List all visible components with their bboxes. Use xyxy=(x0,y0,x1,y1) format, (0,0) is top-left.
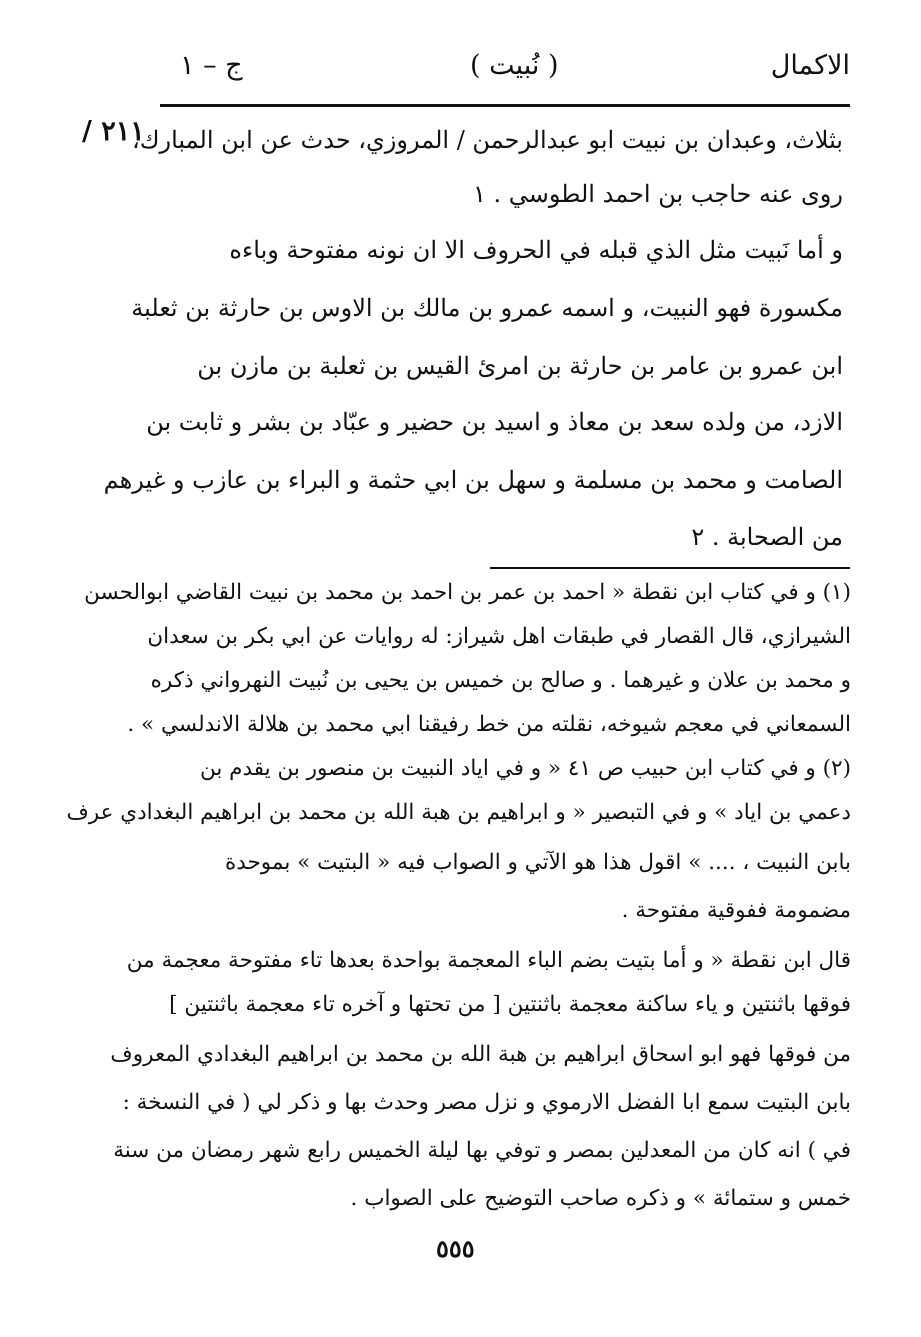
main-text-line: مكسورة فهو النبيت، و اسمه عمرو بن مالك بن الاوس بن حارثة بن ثعلبة xyxy=(131,294,843,322)
running-header xyxy=(150,40,850,90)
footnote-line: في ) انه كان من المعدلين بمصر و توفي بها ليلة الخميس رابع شهر رمضان من سنة xyxy=(113,1138,851,1163)
footnote-line: الشيرازي، قال القصار في طبقات اهل شيراز: له روايات عن ابي بكر بن سعدان xyxy=(147,624,851,649)
footnote-line: بابن البتيت سمع ابا الفضل الارموي و نزل مصر وحدث بها و ذكر لي ( في النسخة : xyxy=(122,1090,851,1115)
header-rule xyxy=(160,104,850,107)
margin-page-reference: / ٢١١ xyxy=(82,116,145,147)
main-text-line: روى عنه حاجب بن احمد الطوسي . ١ xyxy=(473,180,843,208)
main-text-line: و أما نَبيت مثل الذي قبله في الحروف الا ان نونه مفتوحة وباءه xyxy=(229,236,843,264)
footnote-line: السمعاني في معجم شيوخه، نقلته من خط رفيقنا ابي محمد بن هلالة الاندلسي » . xyxy=(127,712,851,737)
main-text-line: الصامت و محمد بن مسلمة و سهل بن ابي حثمة و البراء بن عازب و غيرهم xyxy=(103,466,843,494)
footnote-line: بابن النبيت ، .... » اقول هذا هو الآتي و الصواب فيه « البتيت » بموحدة xyxy=(224,850,851,875)
footnote-line: دعمي بن اياد » و في التبصير « و ابراهيم بن هبة الله بن محمد بن ابراهيم البغدادي عرف xyxy=(66,800,851,825)
footnote-line: قال ابن نقطة « و أما بتيت بضم الباء المعجمة بواحدة بعدها تاء مفتوحة معجمة من xyxy=(126,948,851,973)
main-text-line: من الصحابة . ٢ xyxy=(691,523,843,551)
footnote-line: و محمد بن علان و غيرهما . و صالح بن خميس بن يحيى بن نُبيت النهرواني ذكره xyxy=(150,668,851,693)
footnote-separator xyxy=(490,567,850,569)
main-text-line: بثلاث، وعبدان بن نبيت ابو عبدالرحمن / المروزي، حدث عن ابن المبارك، xyxy=(132,126,843,154)
footnote-line: (٢) و في كتاب ابن حبيب ص ٤١ « و في اياد النبيت بن منصور بن يقدم بن xyxy=(200,756,851,781)
footnote-line: خمس و ستمائة » و ذكره صاحب التوضيح على الصواب . xyxy=(350,1186,851,1211)
footnote-line: فوقها باثنتين و ياء ساكنة معجمة باثنتين [ من تحتها و آخره تاء معجمة باثنتين ] xyxy=(169,992,851,1017)
main-text-line: الازد، من ولده سعد بن معاذ و اسيد بن حضير و عبّاد بن بشر و ثابت بن xyxy=(146,408,843,436)
footnote-line: من فوقها فهو ابو اسحاق ابراهيم بن هبة الله بن محمد بن ابراهيم البغدادي المعروف xyxy=(110,1042,851,1067)
footnote-line: مضمومة ففوقية مفتوحة . xyxy=(621,898,851,923)
footnote-line: (١) و في كتاب ابن نقطة « احمد بن عمر بن احمد بن محمد بن نبيت القاضي ابوالحسن xyxy=(84,580,851,605)
main-text-line: ابن عمرو بن عامر بن حارثة بن امرئ القيس بن ثعلبة بن مازن بن xyxy=(197,352,843,380)
page-number: ٥٥٥ xyxy=(436,1234,475,1263)
volume-label: ج – ١ xyxy=(180,50,243,81)
entry-title: ( نُبيت ) xyxy=(470,50,559,81)
book-title: الاكمال xyxy=(770,50,850,81)
